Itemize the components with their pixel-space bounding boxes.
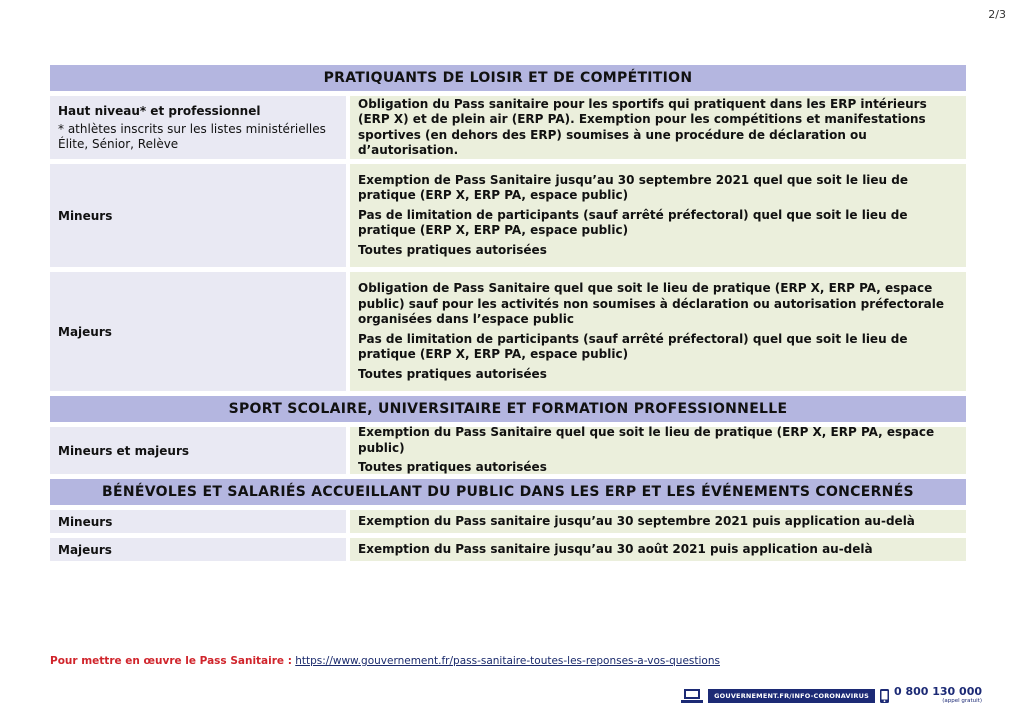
- row-paragraph: Toutes pratiques autorisées: [358, 460, 547, 475]
- row-content-cell: [350, 538, 966, 561]
- row-paragraph: Exemption du Pass sanitaire jusqu’au 30 septembre 2021 puis application au-delà: [358, 513, 915, 528]
- phone-note: (appel gratuit): [942, 698, 982, 704]
- row-paragraph: Obligation du Pass sanitaire pour les sportifs qui pratiquent dans les ERP intérieurs (ERP X) et de plein air (ERP PA). Exemption pour les compétitions et manifestations sportives (en dehors des ERP) soumises à une procédure de déclaration ou d’autorisation.: [358, 96, 927, 157]
- footer-label: Pour mettre en œuvre le Pass Sanitaire :: [50, 655, 292, 667]
- row-paragraph: Exemption du Pass sanitaire jusqu’au 30 août 2021 puis application au-delà: [358, 541, 873, 556]
- row-paragraph: Obligation de Pass Sanitaire quel que soit le lieu de pratique (ERP X, ERP PA, espace public) sauf pour les activités non soumises à déclaration ou autorisation préfectorale organisées dans l’espace public: [358, 281, 944, 326]
- phone-number: 0 800 130 000: [893, 685, 982, 698]
- row-label-cell: [50, 538, 346, 561]
- row-label: Mineurs: [58, 514, 113, 529]
- row-content-cell: [350, 164, 966, 267]
- phone-icon: [880, 689, 889, 703]
- phone-block: [894, 686, 982, 705]
- table-row-majeurs: [50, 272, 966, 391]
- gov-info-badge[interactable]: GOUVERNEMENT.FR/INFO-CORONAVIRUS: [708, 689, 875, 703]
- row-content-cell: [350, 96, 966, 159]
- row-paragraph: Exemption du Pass Sanitaire quel que soit le lieu de pratique (ERP X, ERP PA, espace public): [358, 425, 935, 455]
- footer-contact: [681, 686, 982, 705]
- row-paragraph: Pas de limitation de participants (sauf arrêté préfectoral) quel que soit le lieu de pratique (ERP X, ERP PA, espace public): [358, 207, 908, 238]
- table-row-mineurs-et-majeurs: [50, 427, 966, 474]
- row-label-cell: [50, 272, 346, 391]
- row-note: * athlètes inscrits sur les listes ministérielles Élite, Sénior, Relève: [58, 121, 326, 151]
- page-number: 2/3: [988, 8, 1006, 21]
- section-header-benevoles: BÉNÉVOLES ET SALARIÉS ACCUEILLANT DU PUBLIC DANS LES ERP ET LES ÉVÉNEMENTS CONCERNÉS: [50, 479, 966, 505]
- row-label-cell: [50, 427, 346, 474]
- row-label: Majeurs: [58, 324, 112, 339]
- table-row-benevoles-majeurs: [50, 538, 966, 561]
- row-content-cell: [350, 427, 966, 474]
- row-label-cell: [50, 96, 346, 159]
- row-label: Majeurs: [58, 542, 112, 557]
- row-label: Mineurs: [58, 208, 113, 223]
- table-row-mineurs: [50, 164, 966, 267]
- section-header-pratiquants: PRATIQUANTS DE LOISIR ET DE COMPÉTITION: [50, 65, 966, 91]
- row-content-cell: [350, 510, 966, 533]
- table-row-haut-niveau: [50, 96, 966, 159]
- laptop-icon: [681, 688, 703, 704]
- row-paragraph: Exemption de Pass Sanitaire jusqu’au 30 septembre 2021 quel que soit le lieu de pratique (ERP X, ERP PA, espace public): [358, 172, 909, 203]
- table-row-benevoles-mineurs: [50, 510, 966, 533]
- row-label-cell: [50, 510, 346, 533]
- section-header-sport-scolaire: SPORT SCOLAIRE, UNIVERSITAIRE ET FORMATION PROFESSIONNELLE: [50, 396, 966, 422]
- rules-table: [50, 65, 966, 566]
- row-label-cell: [50, 164, 346, 267]
- row-paragraph: Toutes pratiques autorisées: [358, 366, 547, 381]
- footer-reference: [50, 655, 720, 667]
- row-paragraph: Toutes pratiques autorisées: [358, 242, 547, 257]
- footer-link[interactable]: https://www.gouvernement.fr/pass-sanitaire-toutes-les-reponses-a-vos-questions: [295, 655, 720, 667]
- row-paragraph: Pas de limitation de participants (sauf arrêté préfectoral) quel que soit le lieu de pratique (ERP X, ERP PA, espace public): [358, 331, 908, 361]
- row-label: Haut niveau* et professionnel: [58, 103, 261, 118]
- row-content-cell: [350, 272, 966, 391]
- row-label: Mineurs et majeurs: [58, 443, 190, 458]
